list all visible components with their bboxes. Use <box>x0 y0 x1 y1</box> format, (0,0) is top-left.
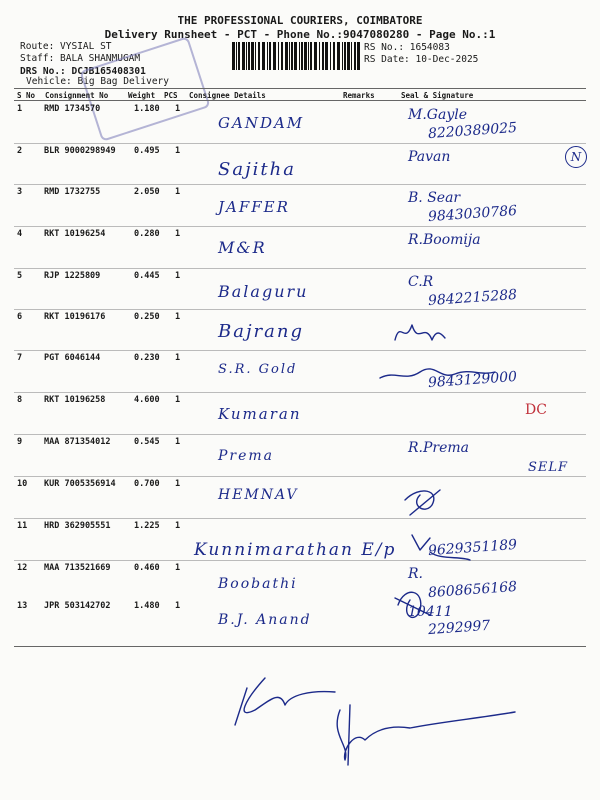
vehicle-label: Vehicle: Big Bag Delivery <box>26 76 169 87</box>
rs-number: RS No.: 1654083 <box>364 42 450 53</box>
row-sno: 5 <box>17 271 23 281</box>
row-weight: 2.050 <box>134 187 160 197</box>
row-sno: 7 <box>17 353 23 363</box>
row-seal-phone: 9629351189 <box>427 536 518 560</box>
row-weight: 1.180 <box>134 104 160 114</box>
row-weight: 1.480 <box>134 601 160 611</box>
row-pcs: 1 <box>175 229 181 239</box>
col-consignment: Consignment No <box>45 91 109 100</box>
row-consignment-no: BLR 9000298949 <box>44 146 116 156</box>
row-weight: 0.230 <box>134 353 160 363</box>
row-seal-phone: 9842215288 <box>427 286 518 310</box>
row-seal-name: 10411 <box>408 604 453 620</box>
row-consignee-handwritten: Bajrang <box>218 321 304 342</box>
row-consignment-no: RMD 1732755 <box>44 187 101 197</box>
row-weight: 0.700 <box>134 479 160 489</box>
row-sno: 11 <box>17 521 28 531</box>
route-label: Route: VYSIAL ST <box>20 41 112 52</box>
drs-number: DRS No.: DCJB165408301 <box>20 66 146 77</box>
row-pcs: 1 <box>175 437 181 447</box>
row-sno: 8 <box>17 395 23 405</box>
row-seal-phone: 9843030786 <box>427 202 518 226</box>
row-consignment-no: RKT 10196254 <box>44 229 106 239</box>
row-consignment-no: RJP 1225809 <box>44 271 101 281</box>
row-weight: 1.225 <box>134 521 160 531</box>
note-circle-n: N <box>565 146 587 168</box>
note-self: SELF <box>528 460 569 475</box>
row-sno: 2 <box>17 146 23 156</box>
row-pcs: 1 <box>175 146 181 156</box>
row-consignee-handwritten: B.J. Anand <box>218 612 312 628</box>
row-weight: 0.445 <box>134 271 160 281</box>
row-weight: 0.545 <box>134 437 160 447</box>
row-consignee-handwritten: Sajitha <box>218 159 296 180</box>
row-seal-name: Pavan <box>408 149 451 165</box>
row-sno: 10 <box>17 479 28 489</box>
row-consignee-handwritten: HEMNAV <box>218 487 299 503</box>
row-consignment-no: HRD 362905551 <box>44 521 111 531</box>
row-pcs: 1 <box>175 521 181 531</box>
row-pcs: 1 <box>175 104 181 114</box>
row-consignee-handwritten: Kunnimarathan E/p <box>194 540 397 560</box>
note-dc: DC <box>525 402 547 418</box>
row-consignment-no: RMD 1734570 <box>44 104 101 114</box>
col-weight: Weight <box>128 91 156 100</box>
row-pcs: 1 <box>175 353 181 363</box>
row-weight: 0.460 <box>134 563 160 573</box>
row-consignee-handwritten: M&R <box>218 238 267 257</box>
row-pcs: 1 <box>175 271 181 281</box>
row-weight: 4.600 <box>134 395 160 405</box>
col-seal: Seal & Signature <box>401 91 474 100</box>
row-consignment-no: RKT 10196176 <box>44 312 106 322</box>
row-consignment-no: MAA 871354012 <box>44 437 111 447</box>
row-consignee-handwritten: Prema <box>218 448 275 464</box>
row-sno: 6 <box>17 312 23 322</box>
col-remarks: Remarks <box>343 91 375 100</box>
row-sno: 1 <box>17 104 23 114</box>
row-seal-phone: 8608656168 <box>427 578 518 602</box>
row-sno: 4 <box>17 229 23 239</box>
row-consignee-handwritten: S.R. Gold <box>218 362 298 377</box>
row-sno: 9 <box>17 437 23 447</box>
col-consignee: Consignee Details <box>189 91 266 100</box>
row-seal-name: C.R <box>408 274 434 290</box>
row-weight: 0.280 <box>134 229 160 239</box>
row-seal-name: R.Prema <box>408 440 470 456</box>
runsheet-subtitle: Delivery Runsheet - PCT - Phone No.:9047080280 - Page No.:1 <box>104 28 496 41</box>
col-pcs: PCS <box>164 91 178 100</box>
row-consignee-handwritten: JAFFER <box>218 198 290 216</box>
row-seal-phone: 9843129000 <box>427 368 518 392</box>
row-pcs: 1 <box>175 563 181 573</box>
row-sno: 12 <box>17 563 28 573</box>
row-consignment-no: JPR 503142702 <box>44 601 111 611</box>
row-pcs: 1 <box>175 479 181 489</box>
rs-date: RS Date: 10-Dec-2025 <box>364 54 479 65</box>
row-sno: 13 <box>17 601 28 611</box>
staff-label: Staff: BALA SHANMUGAM <box>20 53 141 64</box>
row-consignment-no: PGT 6046144 <box>44 353 101 363</box>
row-consignment-no: RKT 10196258 <box>44 395 106 405</box>
row-seal-name: M.Gayle <box>408 107 467 123</box>
row-seal-name: B. Sear <box>408 190 461 206</box>
row-seal-phone: 2292997 <box>427 617 491 639</box>
row-consignee-handwritten: Boobathi <box>218 576 298 592</box>
row-pcs: 1 <box>175 312 181 322</box>
row-consignee-handwritten: Balaguru <box>218 282 309 301</box>
row-pcs: 1 <box>175 187 181 197</box>
row-consignee-handwritten: GANDAM <box>218 114 305 132</box>
row-weight: 0.495 <box>134 146 160 156</box>
row-pcs: 1 <box>175 395 181 405</box>
row-consignee-handwritten: Kumaran <box>218 405 302 423</box>
row-sno: 3 <box>17 187 23 197</box>
company-name: THE PROFESSIONAL COURIERS, COIMBATORE <box>177 14 423 27</box>
row-seal-phone: 8220389025 <box>427 119 518 143</box>
row-consignment-no: MAA 713521669 <box>44 563 111 573</box>
row-consignment-no: KUR 7005356914 <box>44 479 116 489</box>
row-seal-name: R.Boomija <box>408 232 481 248</box>
row-weight: 0.250 <box>134 312 160 322</box>
row-pcs: 1 <box>175 601 181 611</box>
col-sno: S No <box>17 91 36 100</box>
row-seal-name: R. <box>408 566 423 582</box>
